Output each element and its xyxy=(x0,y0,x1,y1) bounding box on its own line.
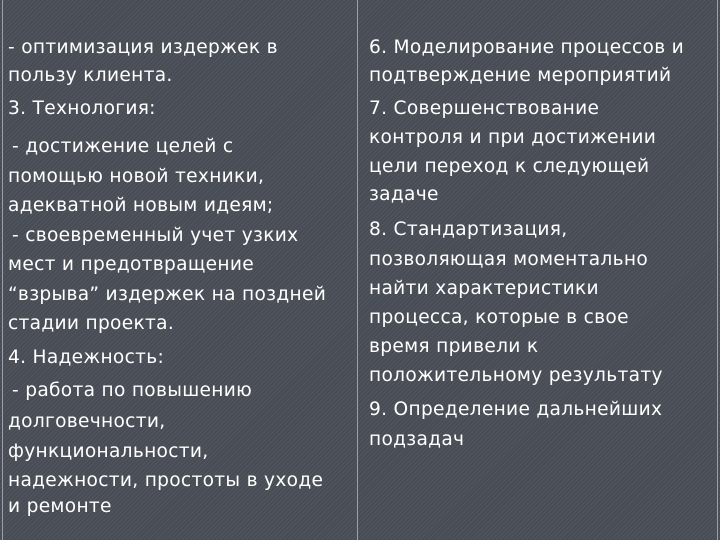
text-line: 6. Моделирование процессов и xyxy=(369,37,685,58)
text-line: стадии проекта. xyxy=(8,313,175,334)
text-line: - работа по повышению xyxy=(12,380,253,401)
text-line: - оптимизация издержек в xyxy=(8,37,278,58)
text-line: - достижение целей с xyxy=(12,136,234,157)
text-line: 3. Технология: xyxy=(8,98,156,119)
text-line: 7. Совершенствование xyxy=(369,98,600,119)
text-line: позволяющая моментально xyxy=(369,249,649,270)
text-line: - своевременный учет узких xyxy=(12,225,299,246)
text-line: адекватной новым идеям; xyxy=(8,195,274,216)
text-line: 9. Определение дальнейших xyxy=(369,399,663,420)
text-line: “взрыва” издержек на поздней xyxy=(8,284,327,305)
text-line: цели переход к следующей xyxy=(369,156,650,177)
text-line: подтверждение мероприятий xyxy=(369,65,672,86)
text-line: пользу клиента. xyxy=(8,65,173,86)
text-line: надежности, простоты в уходе xyxy=(8,470,324,491)
text-line: контроля и при достижении xyxy=(369,127,657,148)
text-line: помощью новой техники, xyxy=(8,166,265,187)
text-line: подзадач xyxy=(369,429,465,450)
text-line: и ремонте xyxy=(8,496,112,517)
text-line: время привели к xyxy=(369,336,539,357)
text-line: найти характеристики xyxy=(369,278,599,299)
text-line: долговечности, xyxy=(8,411,166,432)
text-line: задаче xyxy=(369,184,439,205)
text-line: функциональности, xyxy=(8,441,209,462)
text-line: 8. Стандартизация, xyxy=(369,219,568,240)
text-line: мест и предотвращение xyxy=(8,254,254,275)
text-line: положительному результату xyxy=(369,365,663,386)
text-line: 4. Надежность: xyxy=(8,347,165,368)
text-line: процесса, которые в свое xyxy=(369,307,629,328)
column-divider xyxy=(357,0,358,540)
